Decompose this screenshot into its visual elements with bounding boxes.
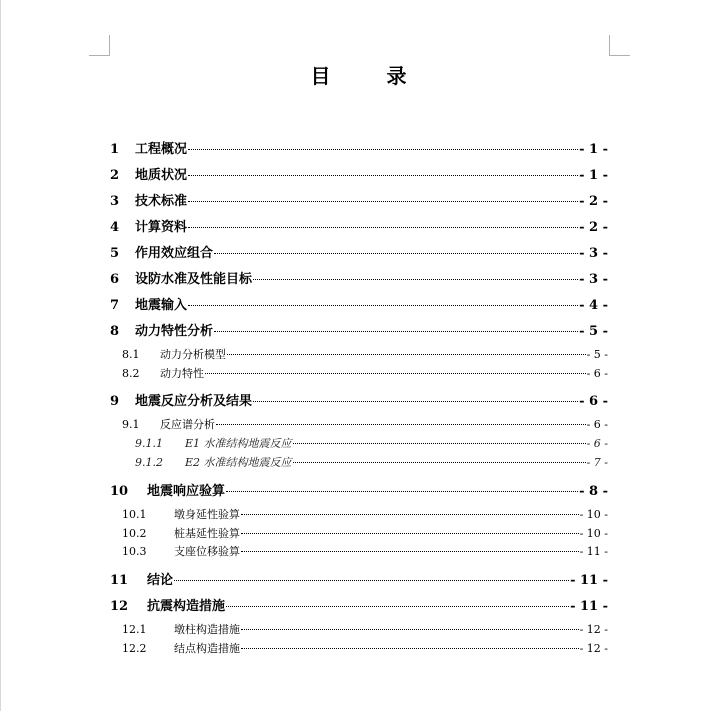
toc-title: 目 录 — [310, 64, 425, 88]
toc-entry-title: E1 水准结构地震反应 — [185, 437, 292, 450]
toc-entry-title: 墩身延性验算 — [174, 508, 240, 521]
toc-entry-page: - 7 - — [586, 456, 608, 469]
toc-entry-number: 8 — [110, 324, 120, 339]
toc-entry-number: 6 — [110, 272, 120, 287]
toc-leader — [241, 514, 579, 515]
toc-entry-number: 9.1.1 — [135, 437, 163, 450]
toc-entry-page: - 6 - — [586, 418, 608, 431]
toc-entry-page: - 10 - — [579, 527, 608, 540]
toc-entry-number: 10.1 — [122, 508, 147, 521]
toc-subentry[interactable] — [122, 346, 608, 362]
toc-entry-title: 工程概况 — [135, 142, 188, 157]
toc-entry-page: - 1 - — [579, 168, 608, 183]
toc-entry-number: 8.1 — [122, 348, 140, 361]
toc-subentry[interactable] — [122, 543, 608, 559]
toc-entry-title: 地质状况 — [135, 168, 188, 183]
toc-entry[interactable] — [110, 569, 608, 588]
toc-leader — [241, 629, 579, 630]
toc-leader — [293, 462, 586, 463]
toc-entry-number: 9.1.2 — [135, 456, 163, 469]
toc-leader — [253, 279, 578, 280]
toc-entry-number: 1 — [110, 142, 120, 157]
toc-subentry[interactable] — [122, 365, 608, 381]
toc-entry-page: - 6 - — [586, 437, 608, 450]
toc-entry[interactable] — [110, 320, 608, 339]
toc-entry-page: - 6 - — [586, 367, 608, 380]
toc-entry[interactable] — [110, 595, 608, 614]
toc-leader — [227, 354, 586, 355]
toc-subentry[interactable] — [122, 621, 608, 637]
toc-entry-page: - 12 - — [579, 642, 608, 655]
toc-leader — [188, 305, 578, 306]
toc-entry-title: 技术标准 — [135, 194, 188, 209]
toc-entry-title: 结论 — [147, 573, 174, 588]
toc-leader — [216, 424, 586, 425]
toc-subentry[interactable] — [122, 640, 608, 656]
toc-leader — [253, 401, 578, 402]
toc-leader — [205, 373, 586, 374]
crop-mark-top-right — [609, 35, 630, 56]
toc-entry-title: 动力特性分析 — [135, 324, 214, 339]
toc-entry-number: 10.3 — [122, 545, 147, 558]
toc-entry-title: 地震响应验算 — [147, 484, 226, 499]
toc-leader — [214, 253, 578, 254]
toc-leader — [226, 491, 578, 492]
toc-entry-title: 作用效应组合 — [135, 246, 214, 261]
toc-entry-title: 墩柱构造措施 — [174, 623, 240, 636]
toc-subentry[interactable] — [122, 506, 608, 522]
toc-entry-title: 反应谱分析 — [160, 418, 215, 431]
toc-entry-number: 10 — [110, 484, 129, 499]
toc-entry[interactable] — [110, 390, 608, 409]
toc-entry-title: 地震输入 — [135, 298, 188, 313]
toc-leader — [241, 533, 579, 534]
toc-entry-title: 地震反应分析及结果 — [135, 394, 253, 409]
toc-entry[interactable] — [110, 268, 608, 287]
toc-entry-page: - 3 - — [579, 246, 608, 261]
toc-entry-page: - 5 - — [586, 348, 608, 361]
toc-leader — [293, 443, 586, 444]
toc-entry-number: 9 — [110, 394, 120, 409]
crop-mark-top-left — [89, 35, 110, 56]
toc-entry[interactable] — [110, 164, 608, 183]
toc-leader — [241, 648, 579, 649]
toc-entry-page: - 11 - — [570, 573, 608, 588]
toc-entry-page: - 5 - — [579, 324, 608, 339]
toc-entry-page: - 6 - — [579, 394, 608, 409]
toc-leader — [174, 580, 569, 581]
toc-entry-number: 7 — [110, 298, 120, 313]
toc-entry-title: 动力分析模型 — [160, 348, 226, 361]
toc-entry-number: 4 — [110, 220, 120, 235]
toc-entry-number: 3 — [110, 194, 120, 209]
toc-entry-number: 11 — [110, 573, 129, 588]
toc-entry-number: 12 — [110, 599, 129, 614]
toc-leader — [188, 149, 578, 150]
toc-entry-title: 支座位移验算 — [174, 545, 240, 558]
toc-entry-number: 2 — [110, 168, 120, 183]
toc-entry-page: - 2 - — [579, 220, 608, 235]
toc-subentry[interactable] — [122, 416, 608, 432]
toc-leader — [188, 175, 578, 176]
toc-entry-page: - 10 - — [579, 508, 608, 521]
toc-entry[interactable] — [110, 294, 608, 313]
toc-entry-page: - 11 - — [579, 545, 608, 558]
toc-entry[interactable] — [110, 242, 608, 261]
toc-entry-title: 抗震构造措施 — [147, 599, 226, 614]
toc-subsubentry[interactable] — [135, 435, 608, 451]
toc-entry-number: 12.2 — [122, 642, 147, 655]
toc-entry-title: E2 水准结构地震反应 — [185, 456, 292, 469]
toc-entry[interactable] — [110, 138, 608, 157]
toc-subsubentry[interactable] — [135, 454, 608, 470]
toc-entry-title: 桩基延性验算 — [174, 527, 240, 540]
toc-entry[interactable] — [110, 480, 608, 499]
toc-entry-page: - 1 - — [579, 142, 608, 157]
toc-entry-page: - 3 - — [579, 272, 608, 287]
toc-leader — [188, 227, 578, 228]
toc-entry-number: 8.2 — [122, 367, 140, 380]
toc-entry-number: 12.1 — [122, 623, 147, 636]
toc-entry-number: 9.1 — [122, 418, 140, 431]
toc-leader — [226, 606, 569, 607]
toc-entry-title: 结点构造措施 — [174, 642, 240, 655]
toc-entry[interactable] — [110, 216, 608, 235]
toc-leader — [241, 551, 579, 552]
toc-entry-page: - 8 - — [579, 484, 608, 499]
toc-entry-title: 设防水准及性能目标 — [135, 272, 253, 287]
toc-subentry[interactable] — [122, 525, 608, 541]
toc-leader — [214, 331, 578, 332]
toc-entry-title: 计算资料 — [135, 220, 188, 235]
toc-leader — [188, 201, 578, 202]
toc-entry-title: 动力特性 — [160, 367, 204, 380]
toc-entry[interactable] — [110, 190, 608, 209]
toc-entry-page: - 11 - — [570, 599, 608, 614]
toc-entry-page: - 4 - — [579, 298, 608, 313]
toc-entry-page: - 12 - — [579, 623, 608, 636]
toc-entry-number: 10.2 — [122, 527, 147, 540]
toc-entry-number: 5 — [110, 246, 120, 261]
toc-entry-page: - 2 - — [579, 194, 608, 209]
